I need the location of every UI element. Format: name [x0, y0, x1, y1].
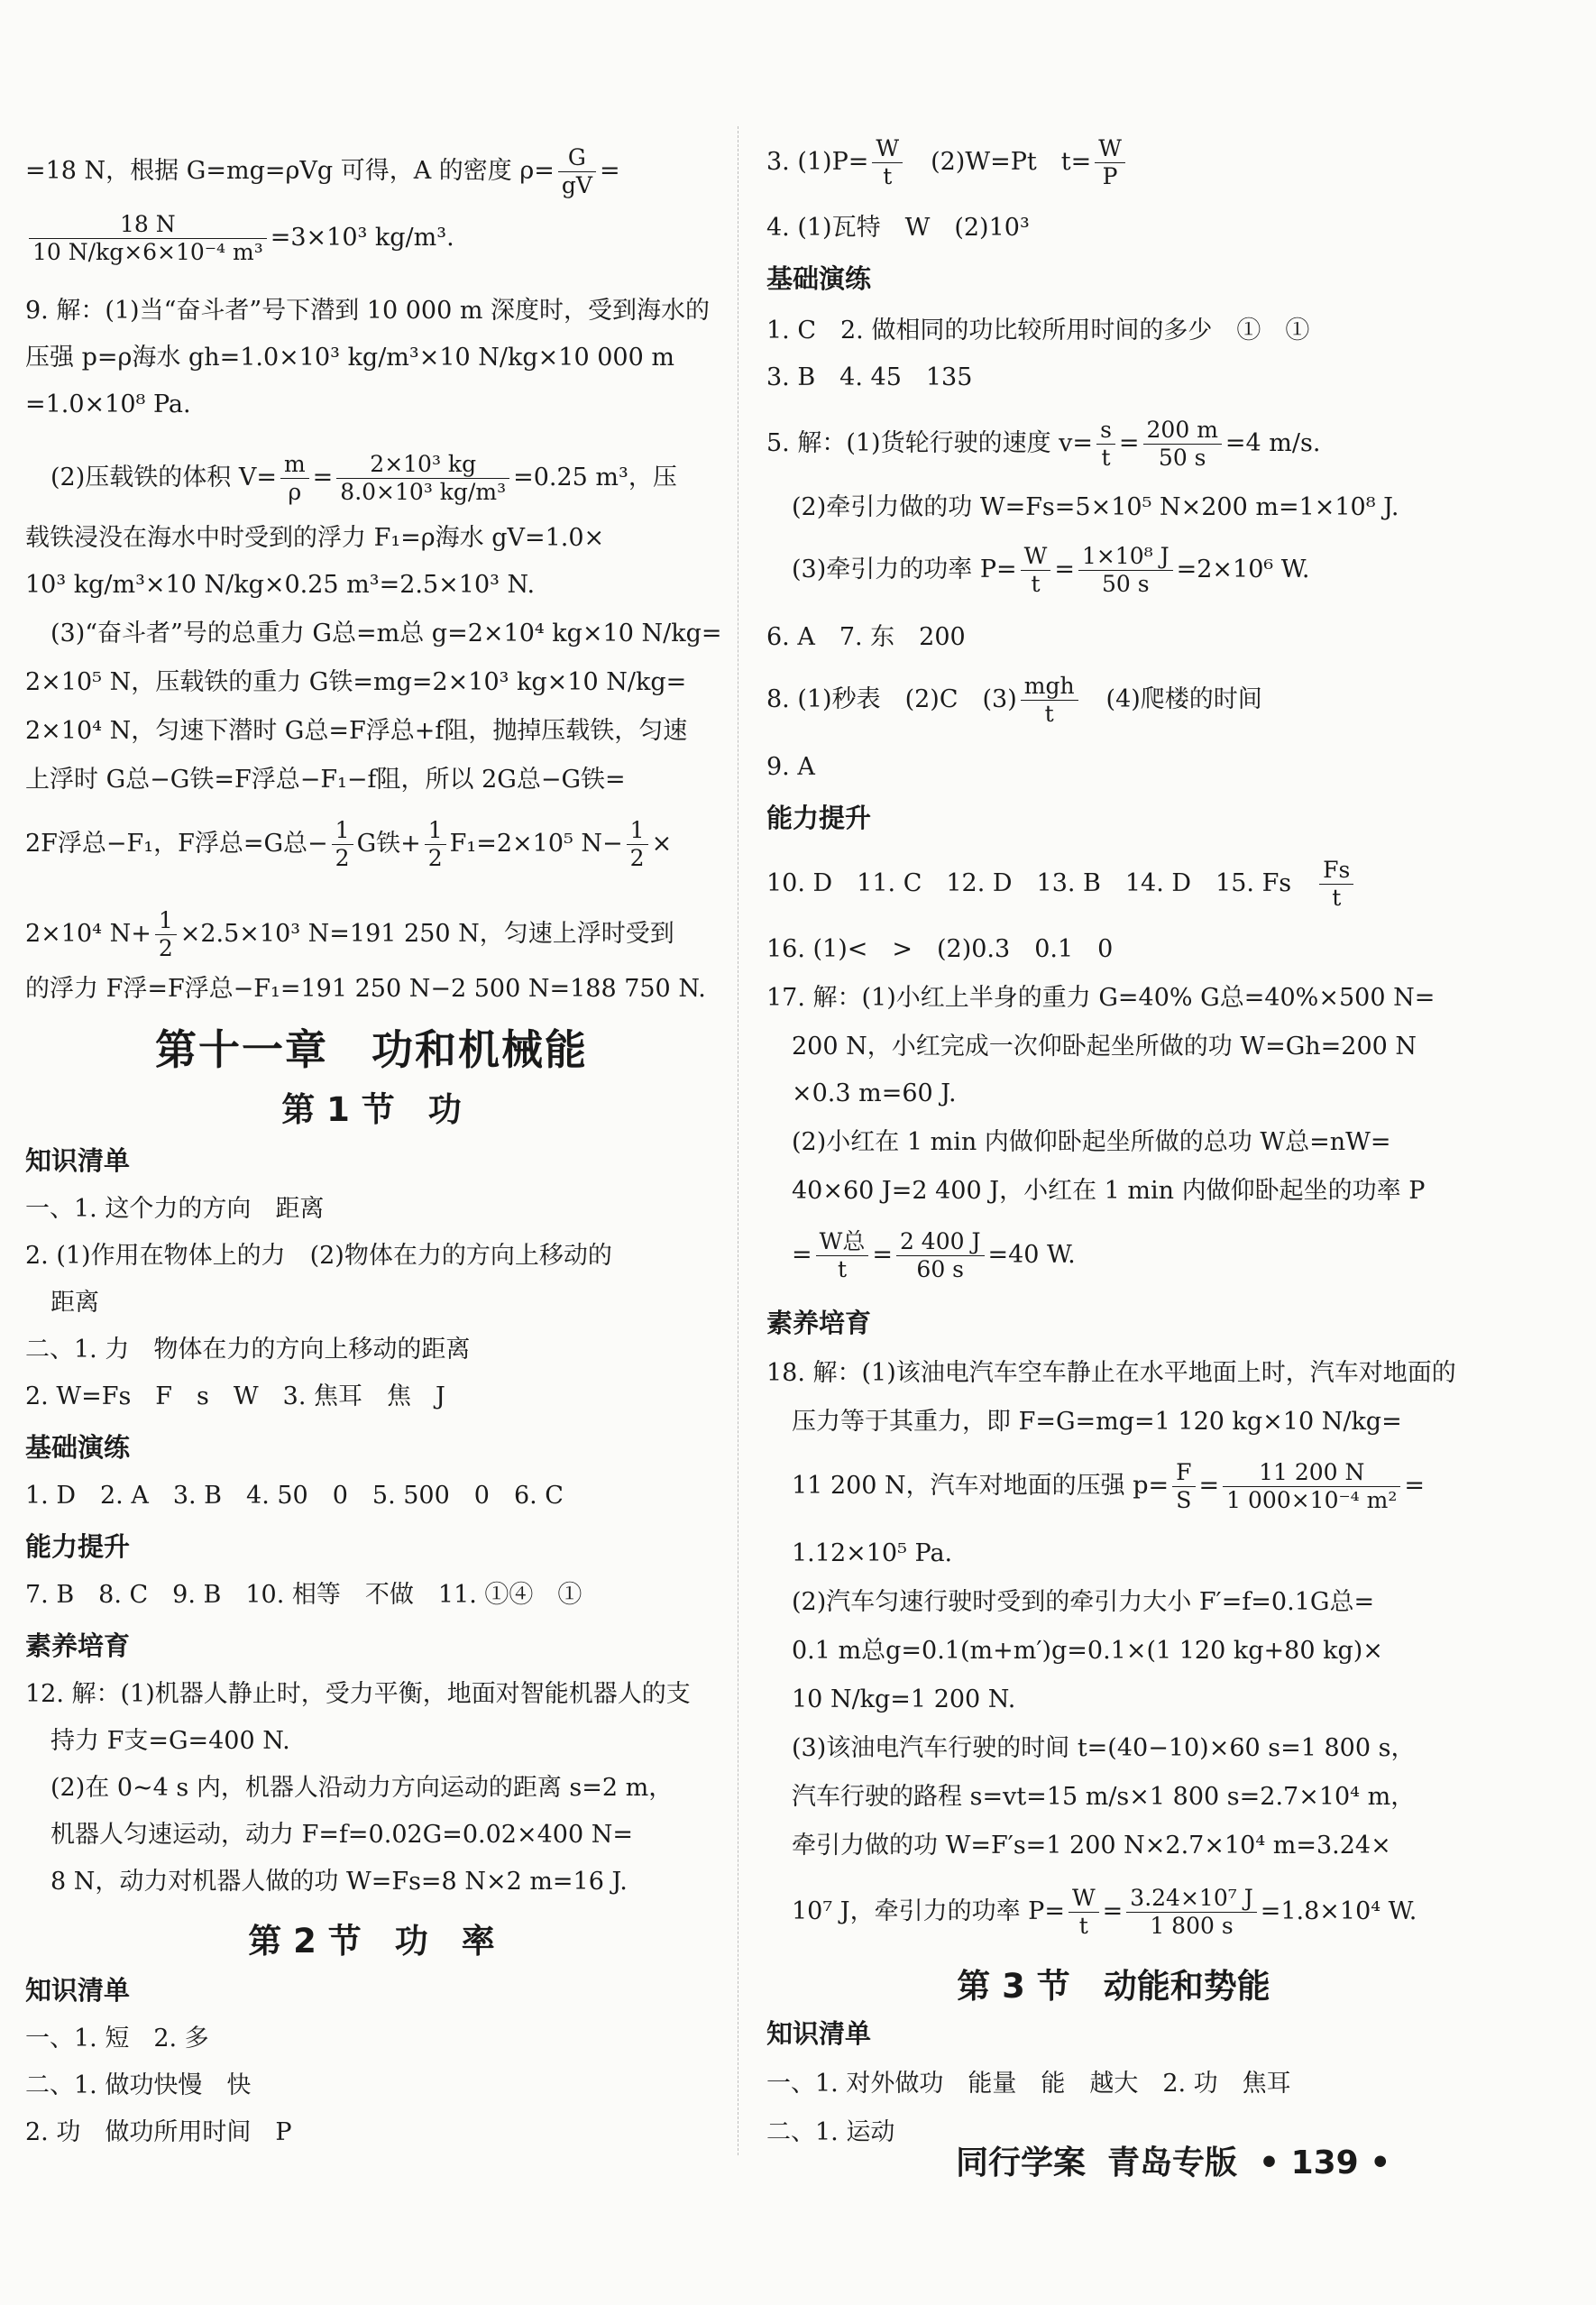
footer-edition: 青岛专版: [1107, 2144, 1238, 2181]
fraction: $\frac{s}{t}$: [1096, 417, 1115, 472]
line: 7. B 8. C 9. B 10. 相等 不做 11. ①④ ①: [25, 1581, 582, 1609]
line: 10³ kg/m³×10 N/kg×0.25 m³=2.5×10³ N.: [25, 571, 536, 599]
line: (3)该油电汽车行驶的时间 t=(40−10)×60 s=1 800 s，: [792, 1734, 1416, 1762]
line: 持力 F支=G=400 N.: [50, 1727, 290, 1755]
line: (2)压载铁的体积 V= $\frac{m}{\rho}$ = $\frac{\text{2×10³ kg}}{\text{8.0×10³ kg/m³}}$ =0.25 m³，压: [50, 451, 677, 505]
line: (2)在 0~4 s 内，机器人沿动力方向运动的距离 s=2 m，: [50, 1774, 674, 1802]
line: 压强 p=ρ海水 gh=1.0×10³ kg/m³×10 N/kg×10 000 m: [25, 344, 674, 372]
line: 40×60 J=2 400 J，小红在 1 min 内做仰卧起坐的功率 P: [792, 1177, 1426, 1205]
line: 机器人匀速运动，动力 F=f=0.02G=0.02×400 N=: [50, 1821, 633, 1849]
section-heading: 能力提升: [25, 1531, 131, 1562]
line: (3)“奋斗者”号的总重力 G总=m总 g=2×10⁴ kg×10 N/kg=: [50, 620, 722, 647]
line: 17. 解：(1)小红上半身的重力 G=40% G总=40%×500 N=: [766, 984, 1435, 1012]
line: 4. (1)瓦特 W (2)10³: [766, 214, 1030, 242]
fraction: $\frac{1}{2}$: [627, 817, 648, 872]
fraction: $\frac{W}{P}$: [1095, 135, 1125, 190]
chapter-title: 第十一章 功和机械能: [155, 1025, 588, 1074]
section-heading: 基础演练: [25, 1432, 131, 1463]
line: 的浮力 F浮=F浮总−F₁=191 250 N−2 500 N=188 750 N.: [25, 975, 706, 1003]
fraction: $\frac{1}{2}$: [425, 817, 446, 872]
line: 牵引力做的功 W=F′s=1 200 N×2.7×10⁴ m=3.24×: [792, 1832, 1391, 1860]
section-heading: 基础演练: [766, 263, 872, 294]
fraction: $\frac{F}{S}$: [1172, 1459, 1195, 1514]
line: 一、1. 对外做功 能量 能 越大 2. 功 焦耳: [766, 2070, 1291, 2098]
section-title: 第 1 节 功: [281, 1090, 462, 1129]
section-title: 第 2 节 功 率: [248, 1922, 495, 1961]
line: 距离: [50, 1289, 99, 1317]
line: 0.1 m总g=0.1(m+m′)g=0.1×(1 120 kg+80 kg)×: [792, 1637, 1383, 1665]
section-heading: 素养培育: [766, 1308, 872, 1338]
line: $\frac{18 N}{\text{10 N/kg×6×10⁻⁴ m³}}$ =3×10³ kg/m³.: [25, 211, 454, 266]
line: (3)牵引力的功率 P= $\frac{W}{t}$ = $\frac{\text{1×10⁸ J}}{50 s}$ =2×10⁶ W.: [792, 543, 1310, 597]
line: 一、1. 短 2. 多: [25, 2025, 209, 2052]
line: 2. 功 做功所用时间 P: [25, 2118, 292, 2146]
line: 11 200 N，汽车对地面的压强 p= $\frac{F}{S}$ = $\frac{11 200 N}{\text{1 000×10⁻⁴ m²}}$ =: [792, 1459, 1426, 1513]
line: 二、1. 运动: [766, 2118, 895, 2146]
fraction: $\frac{G}{gV}$: [558, 144, 596, 199]
line: 8. (1)秒表 (2)C (3) $\frac{\text{mgh}}{t}$ (4)爬楼的时间: [766, 673, 1262, 727]
line: 压力等于其重力，即 F=G=mg=1 120 kg×10 N/kg=: [792, 1408, 1402, 1436]
line: (2)牵引力做的功 W=Fs=5×10⁵ N×200 m=1×10⁸ J.: [792, 493, 1399, 521]
line: 2F浮总−F₁，F浮总=G总− $\frac{1}{2}$ G铁+ $\frac{1}{2}$ F₁=2×10⁵ N− $\frac{1}{2}$ ×: [25, 817, 673, 871]
fraction: $\frac{\text{2×10³ kg}}{\text{8.0×10³ kg/m³}}$: [336, 451, 509, 506]
line: 二、1. 做功快慢 快: [25, 2071, 252, 2099]
line: 1. D 2. A 3. B 4. 50 0 5. 500 0 6. C: [25, 1482, 564, 1510]
section-heading: 知识清单: [766, 2018, 872, 2049]
line: 载铁浸没在海水中时受到的浮力 F₁=ρ海水 gV=1.0×: [25, 524, 605, 552]
line: 汽车行驶的路程 s=vt=15 m/s×1 800 s=2.7×10⁴ m，: [792, 1783, 1416, 1811]
fraction: $\frac{11 200 N}{\text{1 000×10⁻⁴ m²}}$: [1223, 1459, 1400, 1514]
line: 2×10⁴ N+ $\frac{1}{2}$ ×2.5×10³ N=191 250 N，匀速上浮时受到: [25, 907, 674, 961]
fraction: $\frac{\text{mgh}}{t}$: [1021, 673, 1078, 728]
line: 8 N，动力对机器人做的功 W=Fs=8 N×2 m=16 J.: [50, 1868, 628, 1896]
line: 1.12×10⁵ Pa.: [792, 1539, 953, 1567]
line: 1. C 2. 做相同的功比较所用时间的多少 ① ①: [766, 317, 1310, 344]
line: (2)小红在 1 min 内做仰卧起坐所做的总功 W总=nW=: [792, 1128, 1391, 1156]
fraction: $\frac{\text{3.24×10⁷ J}}{1 800 s}$: [1126, 1885, 1256, 1940]
line: 10⁷ J，牵引力的功率 P= $\frac{W}{t}$ = $\frac{\text{3.24×10⁷ J}}{1 800 s}$ =1.8×10⁴ W.: [792, 1885, 1417, 1939]
line: 16. (1)< > (2)0.3 0.1 0: [766, 935, 1114, 963]
line: 一、1. 这个力的方向 距离: [25, 1195, 325, 1223]
fraction: $\frac{1}{2}$: [332, 817, 353, 872]
line: 200 N，小红完成一次仰卧起坐所做的功 W=Gh=200 N: [792, 1033, 1417, 1061]
page-number: • 139 •: [1259, 2144, 1391, 2181]
fraction: $\frac{1}{2}$: [155, 907, 177, 962]
fraction: $\frac{W}{t}$: [1069, 1885, 1099, 1940]
section-heading: 知识清单: [25, 1975, 131, 2006]
page-footer: [956, 2137, 1412, 2183]
line: 3. B 4. 45 135: [766, 363, 973, 391]
fraction: $\frac{18 N}{\text{10 N/kg×6×10⁻⁴ m³}}$: [29, 211, 267, 266]
fraction: $\frac{2 400 J}{60 s}$: [896, 1228, 985, 1283]
section-heading: 能力提升: [766, 803, 872, 833]
line: 5. 解：(1)货轮行驶的速度 v= $\frac{s}{t}$ = $\frac{200 m}{50 s}$ =4 m/s.: [766, 417, 1321, 471]
line: 2. (1)作用在物体上的力 (2)物体在力的方向上移动的: [25, 1242, 612, 1270]
line: 2×10⁴ N，匀速下潜时 G总=F浮总+f阻，抛掉压载铁，匀速: [25, 717, 688, 745]
fraction: $\frac{\text{W总}}{t}$: [816, 1228, 869, 1283]
line: 18. 解：(1)该油电汽车空车静止在水平地面上时，汽车对地面的: [766, 1359, 1456, 1387]
line: 6. A 7. 东 200: [766, 623, 966, 651]
line: 10 N/kg=1 200 N.: [792, 1685, 1016, 1713]
line: 10. D 11. C 12. D 13. B 14. D 15. Fs $\frac{Fs}{t}$: [766, 857, 1357, 912]
line: 上浮时 G总−G铁=F浮总−F₁−f阻，所以 2G总−G铁=: [25, 766, 626, 794]
fraction: $\frac{W}{t}$: [1021, 543, 1051, 598]
line: 9. 解：(1)当“奋斗者”号下潜到 10 000 m 深度时，受到海水的: [25, 297, 711, 325]
fraction: $\frac{W}{t}$: [872, 135, 903, 190]
line: 3. (1)P= $\frac{W}{t}$ (2)W=Pt t= $\frac{W}{P}$: [766, 135, 1129, 190]
footer-brand: 同行学案: [956, 2144, 1087, 2181]
section-heading: 知识清单: [25, 1145, 131, 1176]
line: 二、1. 力 物体在力的方向上移动的距离: [25, 1336, 471, 1364]
line: =1.0×10⁸ Pa.: [25, 390, 191, 418]
line: (2)汽车匀速行驶时受到的牵引力大小 F′=f=0.1G总=: [792, 1588, 1375, 1616]
line: ×0.3 m=60 J.: [792, 1079, 957, 1107]
fraction: $\frac{m}{\rho}$: [280, 451, 309, 506]
line: 9. A: [766, 753, 815, 781]
section-title: 第 3 节 动能和势能: [957, 1967, 1270, 2006]
line: 2×10⁵ N，压载铁的重力 G铁=mg=2×10³ kg×10 N/kg=: [25, 668, 687, 696]
line: =18 N，根据 G=mg=ρVg 可得，A 的密度 ρ= $\frac{G}{gV}$ =: [25, 144, 620, 198]
line: 12. 解：(1)机器人静止时，受力平衡，地面对智能机器人的支: [25, 1680, 691, 1708]
fraction: $\frac{\text{1×10⁸ J}}{50 s}$: [1078, 543, 1173, 598]
line: = $\frac{\text{W总}}{t}$ = $\frac{2 400 J}{60 s}$ =40 W.: [792, 1228, 1076, 1282]
fraction: $\frac{200 m}{50 s}$: [1143, 417, 1222, 472]
fraction: $\frac{Fs}{t}$: [1319, 857, 1353, 912]
section-heading: 素养培育: [25, 1630, 131, 1661]
line: 2. W=Fs F s W 3. 焦耳 焦 J: [25, 1382, 445, 1410]
